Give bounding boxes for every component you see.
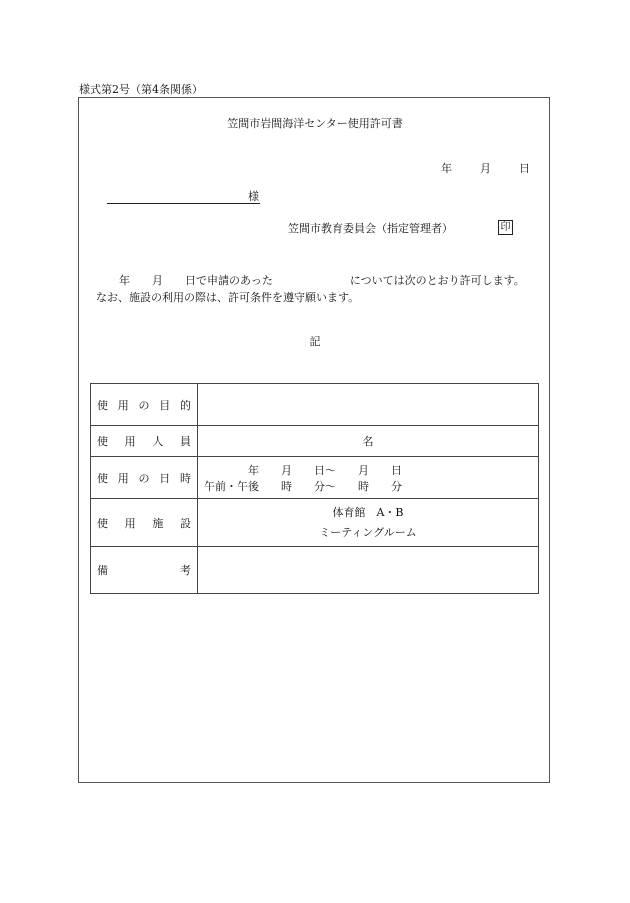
value-facility — [198, 499, 539, 547]
date-month: 月 — [480, 162, 491, 175]
label-char: の — [138, 398, 150, 412]
label-char: 使 — [97, 516, 108, 530]
label-char: 日 — [159, 471, 171, 485]
label-char: 員 — [179, 435, 191, 448]
body-text-line2: なお、施設の利用の際は、許可条件を遵守願います。 — [96, 291, 360, 304]
label-facility — [91, 499, 198, 547]
label-remarks — [91, 547, 198, 594]
label-char: の — [138, 471, 150, 485]
label-char: 備 — [97, 564, 108, 577]
ki-heading: 記 — [309, 335, 321, 348]
value-remarks — [198, 547, 539, 594]
label-char: 考 — [180, 564, 191, 577]
label-char: 使 — [97, 471, 108, 485]
value-datetime — [198, 457, 539, 499]
table-row-facility — [91, 499, 539, 547]
label-char: 人 — [152, 435, 164, 448]
value-people: 名 — [198, 426, 539, 457]
label-char: 用 — [117, 471, 129, 485]
addressee-suffix: 様 — [248, 190, 259, 203]
label-char: 使 — [97, 398, 108, 412]
issuer-name: 笠間市教育委員会（指定管理者） — [288, 222, 453, 235]
label-char: 時 — [180, 471, 191, 485]
permit-details-table — [90, 383, 539, 594]
label-char: 用 — [124, 516, 136, 530]
table-row-purpose — [91, 384, 539, 426]
issue-date — [441, 160, 530, 176]
label-char: 用 — [117, 398, 129, 412]
seal-char: 印 — [500, 222, 511, 233]
table-row-datetime — [91, 457, 539, 499]
document-title: 笠間市岩間海洋センター使用許可書 — [227, 117, 403, 130]
table-row-people — [91, 426, 539, 457]
table-row-remarks — [91, 547, 539, 594]
label-char: 使 — [97, 435, 108, 448]
datetime-date-range: 年 月 日～ 月 日 — [248, 464, 402, 477]
label-purpose — [91, 384, 198, 426]
date-day: 日 — [519, 162, 530, 175]
label-char: 的 — [180, 398, 191, 412]
addressee-underline — [107, 203, 260, 204]
label-datetime — [91, 457, 198, 499]
label-char: 施 — [152, 516, 164, 530]
label-char: 用 — [124, 435, 136, 448]
value-purpose — [198, 384, 539, 426]
seal-stamp — [498, 220, 513, 235]
label-char: 目 — [159, 398, 171, 412]
datetime-time-range: 午前・午後 時 分～ 時 分 — [204, 480, 402, 493]
body-text-line1: 年 月 日で申請のあった については次のとおり許可します。 — [119, 274, 525, 287]
date-year: 年 — [441, 162, 452, 175]
label-people — [91, 426, 198, 457]
facility-gym: 体育館 A・B — [332, 505, 404, 519]
form-number: 様式第2号（第4条関係） — [79, 83, 203, 96]
facility-meeting-room: ミーティングルーム — [319, 525, 417, 539]
label-char: 設 — [179, 516, 191, 530]
